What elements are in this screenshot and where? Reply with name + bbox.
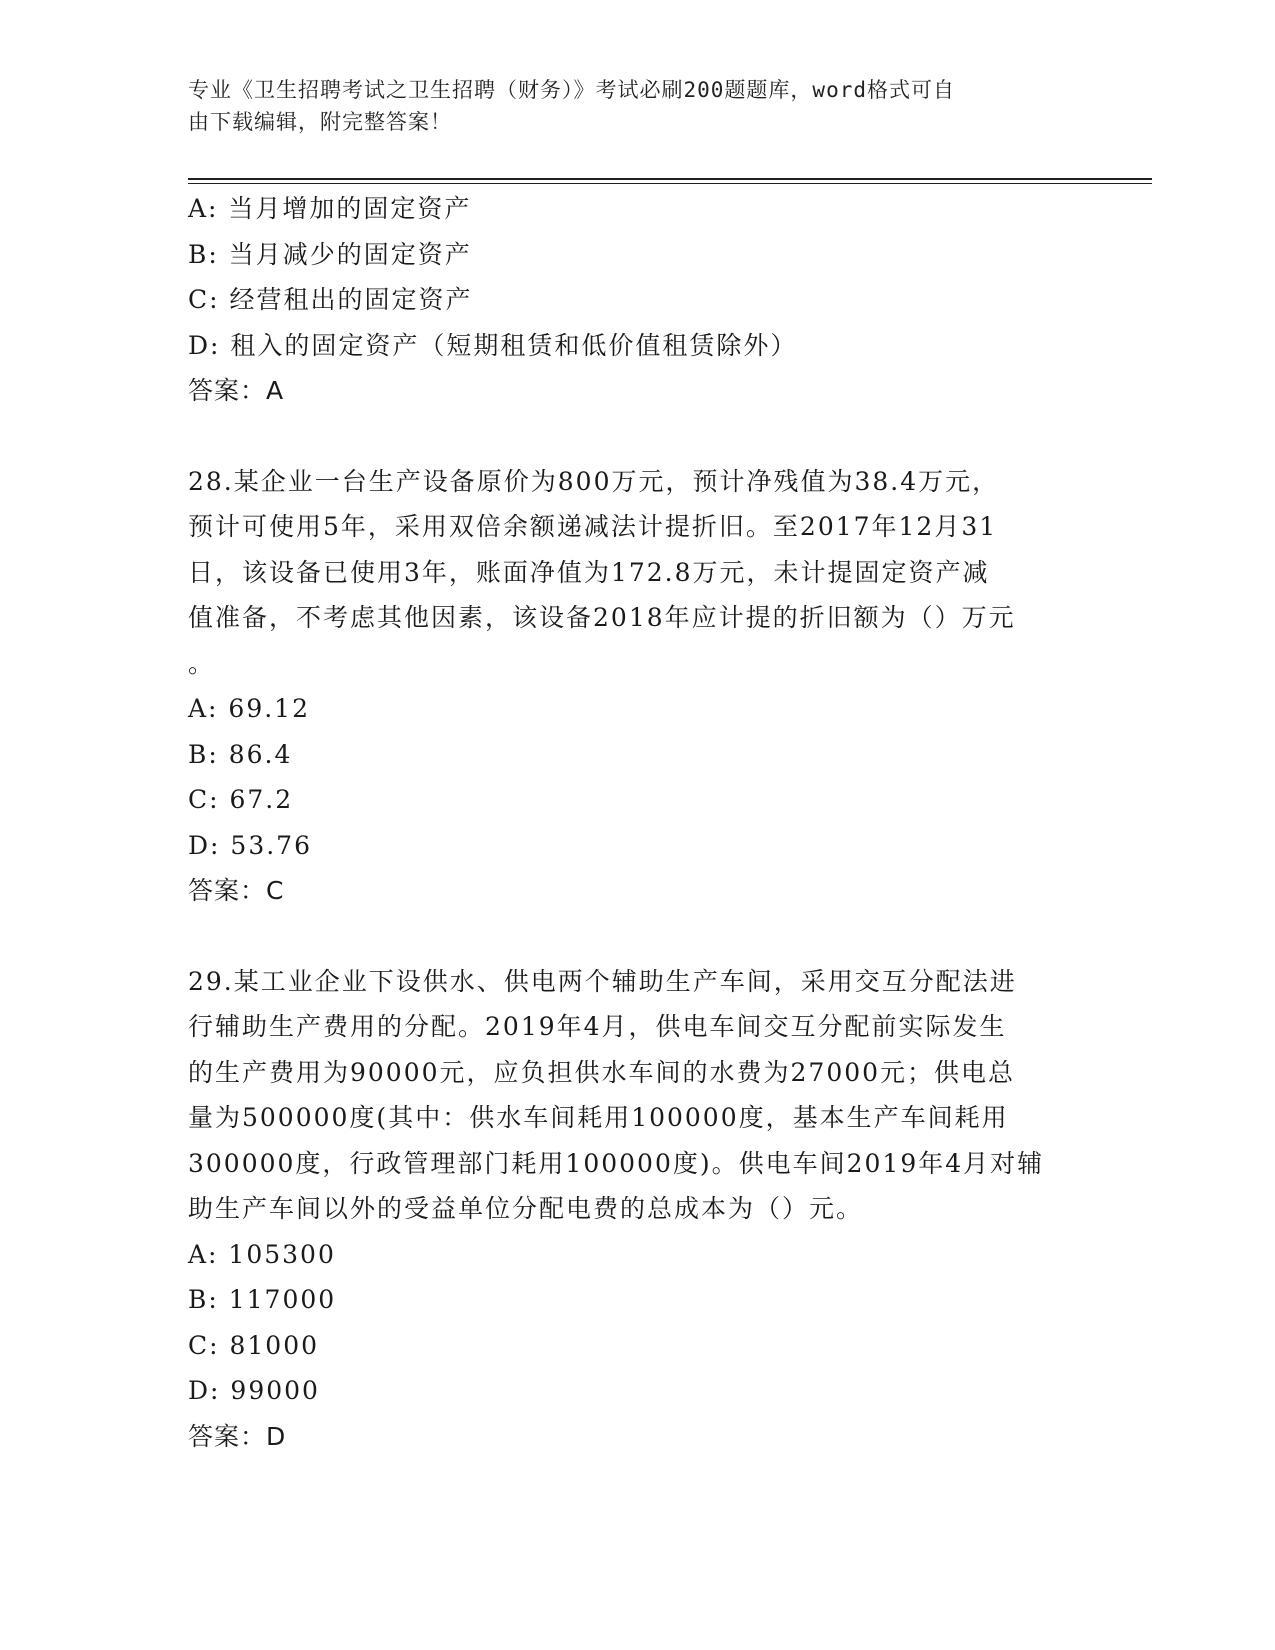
question-text-line: 行辅助生产费用的分配。2019年4月，供电车间交互分配前实际发生 [188, 1012, 1007, 1041]
option-d: D: 99000 [188, 1376, 320, 1405]
option-c: C: 81000 [188, 1330, 320, 1360]
question-text-line: 预计可使用5年，采用双倍余额递减法计提折旧。至2017年12月31 [188, 512, 998, 541]
header-line-2: 由下载编辑，附完整答案！ [188, 110, 452, 134]
question-29 [188, 959, 1088, 1460]
question-text-line: 29.某工业企业下设供水、供电两个辅助生产车间，采用交互分配法进 [188, 966, 1017, 996]
option-a: A: 当月增加的固定资产 [188, 194, 472, 223]
question-27-continued [188, 186, 1088, 414]
answer-line: 答案：C [188, 876, 285, 905]
option-a: A: 69.12 [188, 694, 310, 723]
option-b: B: 当月减少的固定资产 [188, 239, 472, 269]
option-b: B: 86.4 [188, 739, 293, 769]
header-divider-thick [188, 178, 1152, 180]
question-text-line: 助生产车间以外的受益单位分配电费的总成本为（）元。 [188, 1194, 864, 1223]
option-a: A: 105300 [188, 1239, 336, 1269]
option-d: D: 租入的固定资产（短期租赁和低价值租赁除外） [188, 330, 798, 360]
question-text-line: 的生产费用为90000元，应负担供水车间的水费为27000元；供电总 [188, 1057, 1016, 1087]
question-text-line: 300000度，行政管理部门耗用100000度)。供电车间2019年4月对辅 [188, 1148, 1045, 1178]
header-divider-thin [188, 183, 1152, 184]
option-d: D: 53.76 [188, 830, 312, 860]
question-text-line: 28.某企业一台生产设备原价为800万元，预计净残值为38.4万元， [188, 466, 1000, 496]
question-text-line: 。 [188, 648, 216, 678]
document-header [188, 74, 1068, 138]
question-text-line: 量为500000度(其中：供水车间耗用100000度，基本生产车间耗用 [188, 1103, 1009, 1132]
question-28 [188, 459, 1088, 914]
answer-line: 答案：D [188, 1421, 287, 1451]
option-c: C: 经营租出的固定资产 [188, 285, 473, 314]
document-body [188, 186, 1088, 1459]
option-c: C: 67.2 [188, 785, 294, 814]
option-b: B: 117000 [188, 1285, 337, 1314]
question-text-line: 值准备，不考虑其他因素，该设备2018年应计提的折旧额为（）万元 [188, 603, 1016, 632]
question-text-line: 日，该设备已使用3年，账面净值为172.8万元，未计提固定资产减 [188, 557, 990, 587]
answer-line: 答案：A [188, 376, 285, 405]
header-line-1: 专业《卫生招聘考试之卫生招聘（财务）》考试必刷200题题库，word格式可自 [188, 78, 955, 102]
